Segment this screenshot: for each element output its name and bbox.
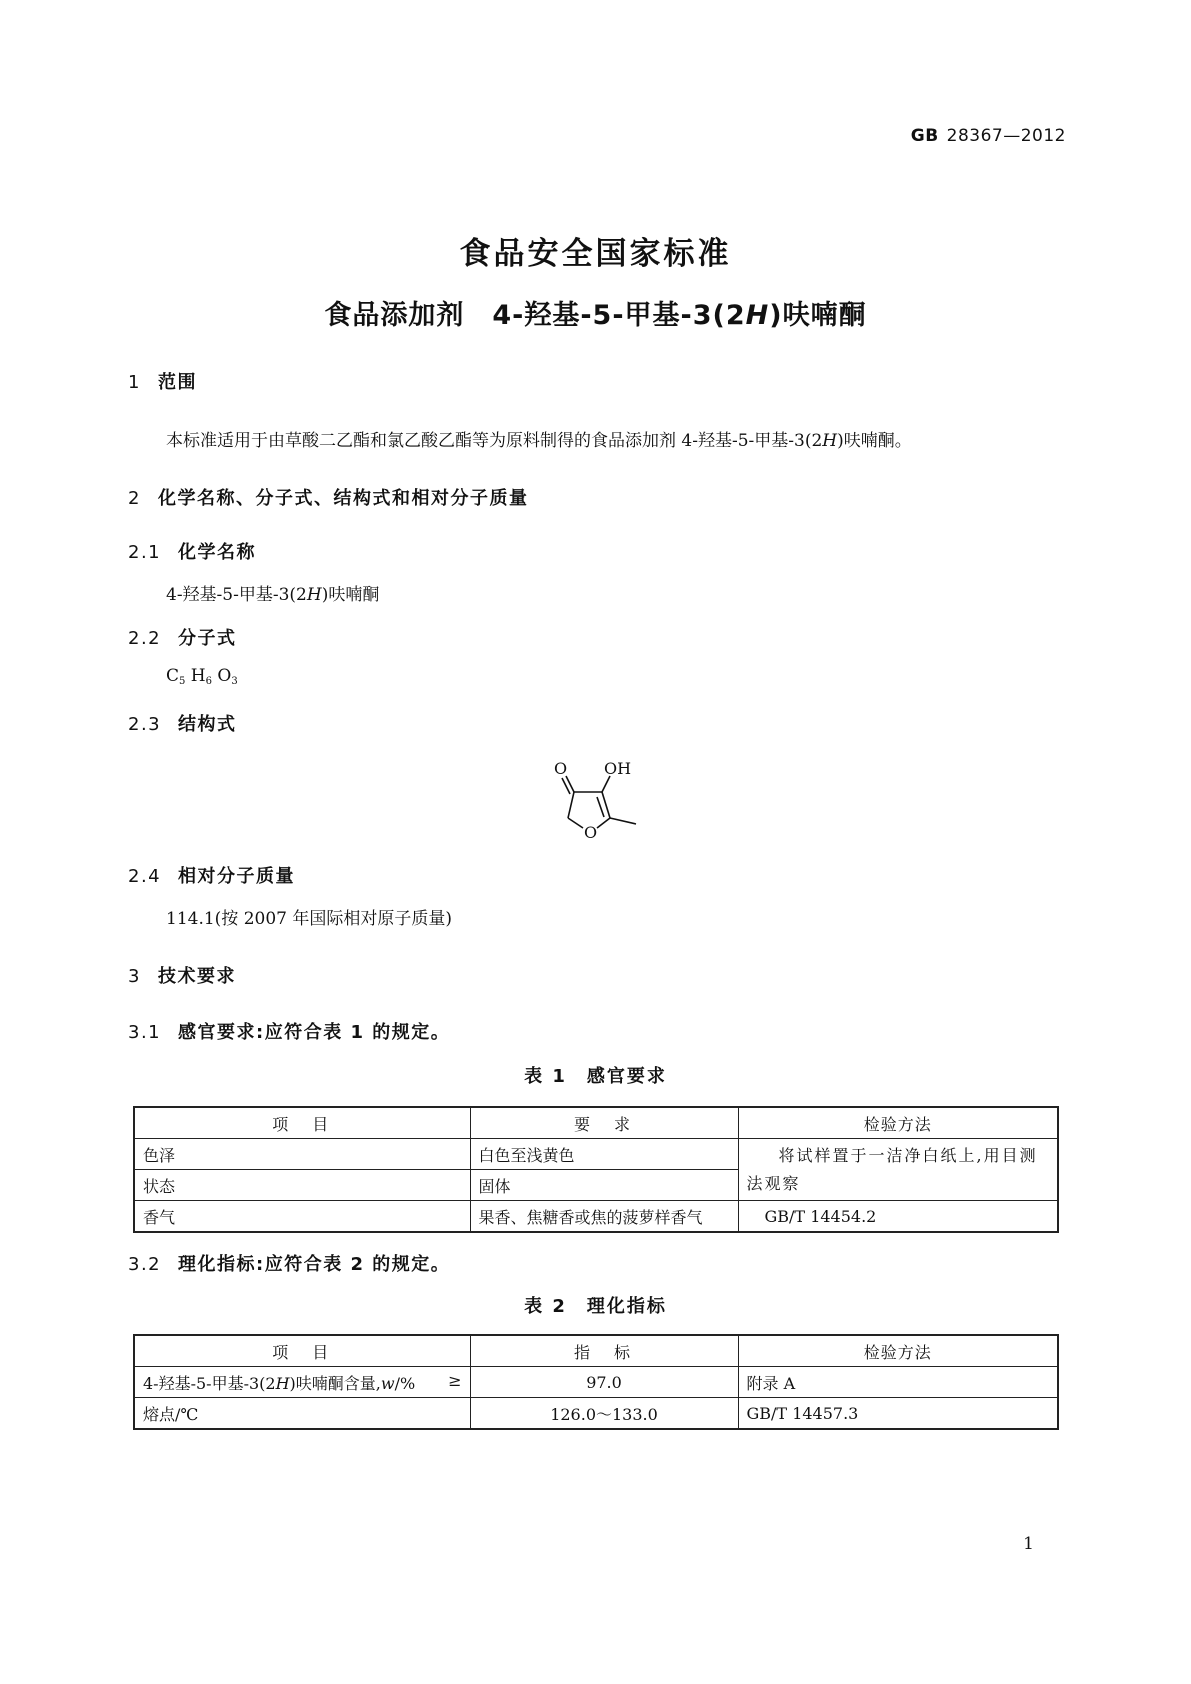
formula-element: H bbox=[190, 666, 206, 686]
table-cell: 色泽 bbox=[134, 1139, 470, 1170]
formula-subscript: 6 bbox=[205, 676, 212, 687]
bond-c4-oh bbox=[602, 776, 610, 792]
section-3-heading bbox=[128, 962, 236, 988]
table-row bbox=[134, 1398, 1058, 1430]
bond-c5-o1 bbox=[597, 818, 610, 828]
table-header-cell: 检验方法 bbox=[738, 1107, 1058, 1139]
table-cell: 97.0 bbox=[470, 1367, 738, 1398]
section-title: 技术要求 bbox=[158, 966, 236, 987]
section-number: 2 bbox=[128, 488, 141, 509]
table-2-caption: 表 2 理化指标 bbox=[524, 1296, 667, 1317]
table-header-cell: 项 目 bbox=[134, 1335, 470, 1367]
standard-code-prefix: GB bbox=[910, 126, 939, 146]
table-header-cell: 指 标 bbox=[470, 1335, 738, 1367]
section-number: 3.1 bbox=[128, 1022, 162, 1043]
structural-formula bbox=[540, 750, 660, 860]
table-cell bbox=[134, 1367, 470, 1398]
molecular-mass: 114.1(按 2007 年国际相对原子质量) bbox=[166, 909, 453, 929]
body-italic: H bbox=[822, 431, 838, 451]
table-header-cell: 要 求 bbox=[470, 1107, 738, 1139]
section-title: 相对分子质量 bbox=[178, 866, 295, 887]
bond-c5-methyl bbox=[610, 818, 636, 824]
formula-element: C bbox=[166, 666, 180, 686]
table-header-row bbox=[134, 1107, 1058, 1139]
table-cell: 固体 bbox=[470, 1170, 738, 1201]
sub-title-prefix: 食品添加剂 4-羟基-5-甲基-3(2 bbox=[324, 300, 746, 331]
section-title: 化学名称 bbox=[178, 542, 256, 563]
table-cell: 状态 bbox=[134, 1170, 470, 1201]
cell-italic: H bbox=[275, 1373, 290, 1393]
table-cell: 126.0～133.0 bbox=[470, 1398, 738, 1430]
cell-text: 4-羟基-5-甲基-3(2 bbox=[143, 1373, 276, 1393]
section-2-1-heading bbox=[128, 538, 256, 564]
formula-subscript: 5 bbox=[179, 676, 186, 687]
formula-subscript: 3 bbox=[231, 676, 238, 687]
section-1-heading bbox=[128, 368, 197, 394]
atom-o-ring: O bbox=[584, 823, 598, 842]
section-2-heading bbox=[128, 484, 529, 510]
table-cell: 香气 bbox=[134, 1201, 470, 1233]
standard-code bbox=[911, 126, 1066, 146]
standard-code-number: 28367—2012 bbox=[946, 126, 1066, 146]
section-1-body bbox=[166, 426, 912, 451]
section-3-2-heading bbox=[128, 1250, 450, 1276]
body-text: 4-羟基-5-甲基-3(2 bbox=[166, 585, 307, 605]
atom-o-carbonyl: O bbox=[554, 759, 568, 778]
section-2-3-heading bbox=[128, 710, 237, 736]
table-cell-merged-method: 将试样置于一洁净白纸上,用目测法观察 bbox=[738, 1139, 1058, 1201]
cell-italic: w bbox=[380, 1373, 395, 1393]
bond-c4-c5-double bbox=[597, 797, 604, 817]
table-cell: 果香、焦糖香或焦的菠萝样香气 bbox=[470, 1201, 738, 1233]
atom-oh: OH bbox=[604, 759, 632, 778]
table-cell: GB/T 14454.2 bbox=[738, 1201, 1058, 1233]
body-text: )呋喃酮 bbox=[321, 585, 380, 605]
section-number: 3 bbox=[128, 966, 141, 987]
table-1-caption: 表 1 感官要求 bbox=[524, 1066, 667, 1087]
body-italic: H bbox=[306, 585, 322, 605]
table-cell: 附录 A bbox=[738, 1367, 1058, 1398]
table-row bbox=[134, 1367, 1058, 1398]
molecular-formula bbox=[166, 666, 238, 687]
bond-c2-c3 bbox=[568, 792, 574, 818]
table-row bbox=[134, 1139, 1058, 1170]
section-title: 化学名称、分子式、结构式和相对分子质量 bbox=[158, 488, 529, 509]
section-title: 理化指标:应符合表 2 的规定。 bbox=[178, 1254, 451, 1275]
section-2-4-heading bbox=[128, 862, 295, 888]
section-title: 感官要求:应符合表 1 的规定。 bbox=[178, 1022, 451, 1043]
table-row bbox=[134, 1201, 1058, 1233]
table-cell: GB/T 14457.3 bbox=[738, 1398, 1058, 1430]
table-cell: 熔点/℃ bbox=[134, 1398, 470, 1430]
table-cell: 白色至浅黄色 bbox=[470, 1139, 738, 1170]
cell-text: )呋喃酮含量, bbox=[289, 1373, 381, 1393]
table-1 bbox=[133, 1106, 1059, 1233]
sub-title-italic: H bbox=[745, 300, 770, 331]
formula-element: O bbox=[217, 666, 232, 686]
section-number: 2.1 bbox=[128, 542, 162, 563]
body-text: 本标准适用于由草酸二乙酯和氯乙酸乙酯等为原料制得的食品添加剂 4-羟基-5-甲基-3(2 bbox=[166, 431, 823, 451]
table-header-row bbox=[134, 1335, 1058, 1367]
table-header-cell: 检验方法 bbox=[738, 1335, 1058, 1367]
section-2-2-heading bbox=[128, 624, 237, 650]
sub-title-suffix: )呋喃酮 bbox=[769, 300, 867, 331]
section-number: 2.3 bbox=[128, 714, 162, 735]
main-title: 食品安全国家标准 bbox=[459, 236, 732, 272]
sub-title bbox=[0, 293, 1191, 332]
table-2 bbox=[133, 1334, 1059, 1430]
section-title: 分子式 bbox=[178, 628, 237, 649]
page-number: 1 bbox=[1023, 1534, 1034, 1554]
body-text: )呋喃酮。 bbox=[837, 431, 912, 451]
section-title: 结构式 bbox=[178, 714, 237, 735]
section-number: 2.2 bbox=[128, 628, 162, 649]
table-header-cell: 项 目 bbox=[134, 1107, 470, 1139]
section-number: 2.4 bbox=[128, 866, 162, 887]
section-title: 范围 bbox=[158, 372, 197, 393]
section-number: 1 bbox=[128, 372, 141, 393]
cell-text: /% bbox=[394, 1373, 416, 1393]
bond-o1-c2 bbox=[568, 818, 583, 828]
chemical-name bbox=[166, 580, 379, 605]
section-3-1-heading bbox=[128, 1018, 450, 1044]
section-number: 3.2 bbox=[128, 1254, 162, 1275]
comparison-operator: ≥ bbox=[448, 1370, 462, 1390]
